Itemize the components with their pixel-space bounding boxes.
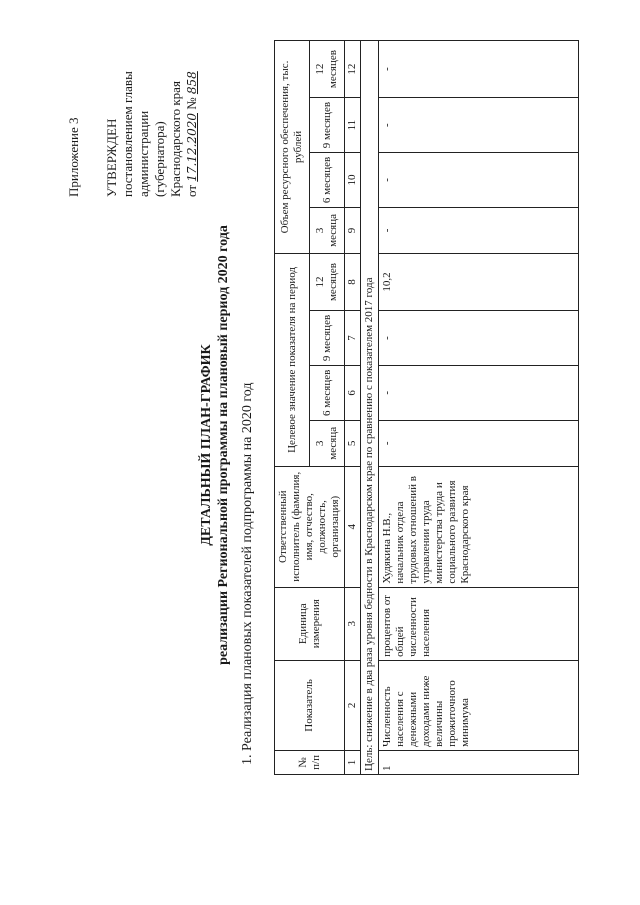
column-number: 12	[345, 41, 361, 98]
header-responsible: Ответственный исполнитель (фамилия, имя, отчество, должность, организация)	[275, 466, 345, 587]
column-number: 1	[345, 750, 361, 774]
title-line-1: ДЕТАЛЬНЫЙ ПЛАН-ГРАФИК	[199, 344, 214, 546]
header-period: 3 месяца	[310, 207, 345, 253]
handwritten-number: 858	[185, 71, 199, 95]
row-responsible: Худякина Н.В., начальник отдела трудовых отношений в управлении труда министерства труда и социального развития Краснодарского края	[379, 466, 579, 587]
header-period: 6 месяцев	[310, 365, 345, 420]
document-title	[198, 105, 232, 785]
row-num: 1	[379, 750, 579, 774]
approval-block	[66, 47, 200, 197]
column-number: 8	[345, 253, 361, 310]
goal-row	[361, 41, 379, 775]
number-prefix: №	[184, 97, 199, 110]
column-number: 11	[345, 98, 361, 153]
column-number: 10	[345, 153, 361, 208]
handwritten-date: 17.12.2020	[185, 113, 199, 182]
goal-text: Цель: снижение в два раза уровня бедности в Краснодарском крае по сравнению с показателем 2017 года	[361, 41, 379, 775]
header-unit: Единица измерения	[275, 587, 345, 660]
header-resource-group: Объем ресурсного обеспечения, тыс. рублей	[275, 41, 310, 254]
header-period: 3 месяца	[310, 420, 345, 466]
resource-9m: -	[379, 98, 579, 153]
resource-3m: -	[379, 207, 579, 253]
approval-line-3: Краснодарского края	[168, 81, 183, 197]
header-period: 9 месяцев	[310, 98, 345, 153]
target-12m: 10,2	[379, 253, 579, 310]
column-number: 4	[345, 466, 361, 587]
date-prefix: от	[184, 184, 199, 197]
column-number: 6	[345, 365, 361, 420]
row-indicator: Численность населения с денежными доходами ниже величины прожиточного минимума	[379, 660, 579, 750]
approved-stamp-text: УТВЕРЖДЕН	[104, 118, 119, 197]
header-period: 12 месяцев	[310, 41, 345, 98]
column-number: 2	[345, 660, 361, 750]
column-number: 7	[345, 311, 361, 366]
target-6m: -	[379, 365, 579, 420]
header-period: 6 месяцев	[310, 153, 345, 208]
column-number-row	[345, 41, 361, 775]
appendix-label: Приложение 3	[66, 117, 81, 197]
resource-6m: -	[379, 153, 579, 208]
target-9m: -	[379, 311, 579, 366]
plan-table	[274, 40, 579, 775]
title-line-2: реализации Региональной программы на плановый период 2020 года	[216, 225, 231, 665]
column-number: 9	[345, 207, 361, 253]
table-row	[379, 41, 579, 775]
column-number: 5	[345, 420, 361, 466]
header-period: 12 месяцев	[310, 253, 345, 310]
row-unit: процентов от общей численности населения	[379, 587, 579, 660]
header-target-group: Целевое значение показателя на период	[275, 253, 310, 466]
header-indicator: Показатель	[275, 660, 345, 750]
header-period: 9 месяцев	[310, 311, 345, 366]
header-num: № п/п	[275, 750, 345, 774]
approval-line-1: постановлением главы	[120, 71, 135, 197]
section-heading: 1. Реализация плановых показателей подпрограммы на 2020 год	[240, 382, 255, 765]
header-row-1	[275, 41, 310, 775]
target-3m: -	[379, 420, 579, 466]
resource-12m: -	[379, 41, 579, 98]
approval-line-2: администрации (губернатора)	[136, 110, 167, 197]
column-number: 3	[345, 587, 361, 660]
